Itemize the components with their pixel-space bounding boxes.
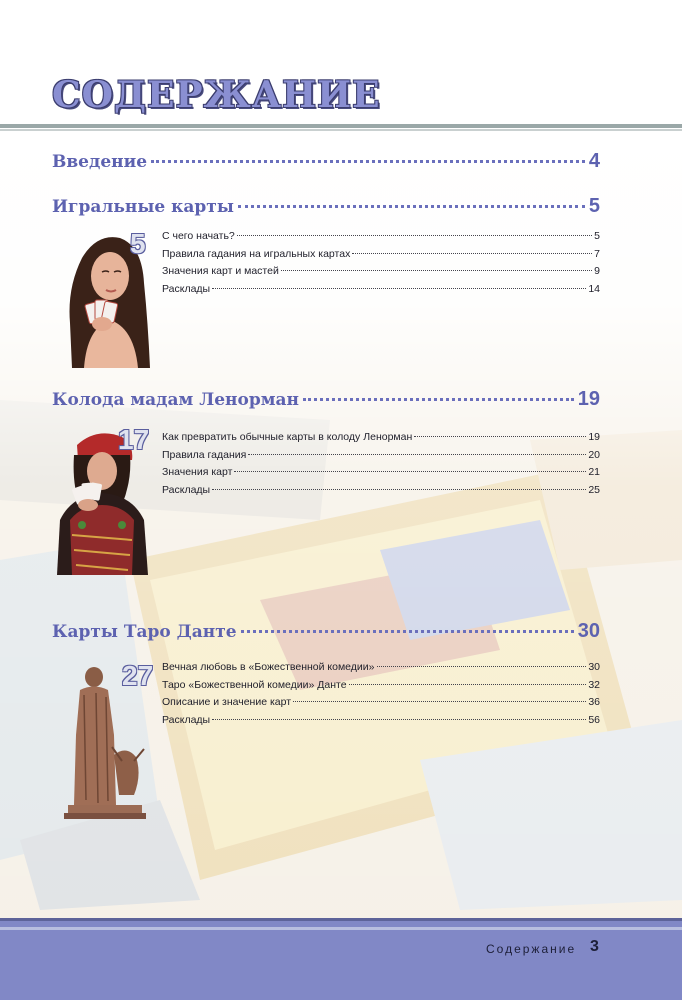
section-label: Введение (52, 152, 148, 172)
toc-section-introduction[interactable] (52, 150, 600, 173)
toc-entry[interactable]: Вечная любовь в «Божественной комедии» 30 (162, 661, 600, 673)
page-title: СОДЕРЖАНИЕ (52, 74, 381, 116)
toc-entry[interactable]: Как превратить обычные карты в колоду Ленорман 19 (162, 431, 600, 443)
footer-band (0, 918, 682, 1000)
section-page: 5 (588, 195, 600, 217)
toc-entry[interactable]: Таро «Божественной комедии» Данте 32 (162, 678, 600, 691)
toc-entry[interactable]: Расклады 56 (162, 713, 600, 726)
toc-entry[interactable]: Правила гадания на игральных картах 7 (162, 247, 600, 260)
toc-entry[interactable]: Значения карт и мастей 9 (162, 265, 600, 277)
dot-leader (241, 630, 574, 633)
toc-entry[interactable]: Расклады 14 (162, 282, 600, 295)
section-page: 19 (577, 388, 600, 410)
toc-entries-lenormand (162, 431, 600, 501)
footer-rule (0, 918, 682, 921)
dot-leader (238, 205, 585, 208)
toc-section-lenormand[interactable] (52, 388, 600, 411)
toc-entry[interactable]: С чего начать? 5 (162, 230, 600, 242)
toc-entry[interactable]: Значения карт 21 (162, 466, 600, 478)
section-start-page-badge: 5 (130, 228, 146, 259)
dot-leader (303, 398, 574, 401)
toc-section-dante-tarot[interactable] (52, 620, 600, 643)
footer-section-label: Содержание (486, 942, 577, 956)
section-label: Колода мадам Ленорман (52, 390, 299, 410)
toc-section-playing-cards[interactable] (52, 195, 600, 218)
section-start-page-badge: 17 (118, 424, 150, 455)
toc-entries-dante-tarot (162, 661, 600, 731)
section-start-page-badge: 27 (122, 660, 154, 691)
dot-leader (151, 160, 585, 163)
section-label: Игральные карты (52, 197, 234, 217)
title-divider-thin (0, 129, 682, 131)
section-page: 4 (588, 150, 600, 172)
title-divider (0, 124, 682, 128)
toc-entry[interactable]: Описание и значение карт 36 (162, 696, 600, 708)
footer-page-number: 3 (590, 938, 599, 955)
footer-rule-light (0, 927, 682, 930)
toc-entry[interactable]: Расклады 25 (162, 483, 600, 496)
section-label: Карты Таро Данте (52, 622, 237, 642)
toc-entry[interactable]: Правила гадания 20 (162, 448, 600, 461)
toc-entries-playing-cards (162, 230, 600, 300)
section-page: 30 (577, 620, 600, 642)
